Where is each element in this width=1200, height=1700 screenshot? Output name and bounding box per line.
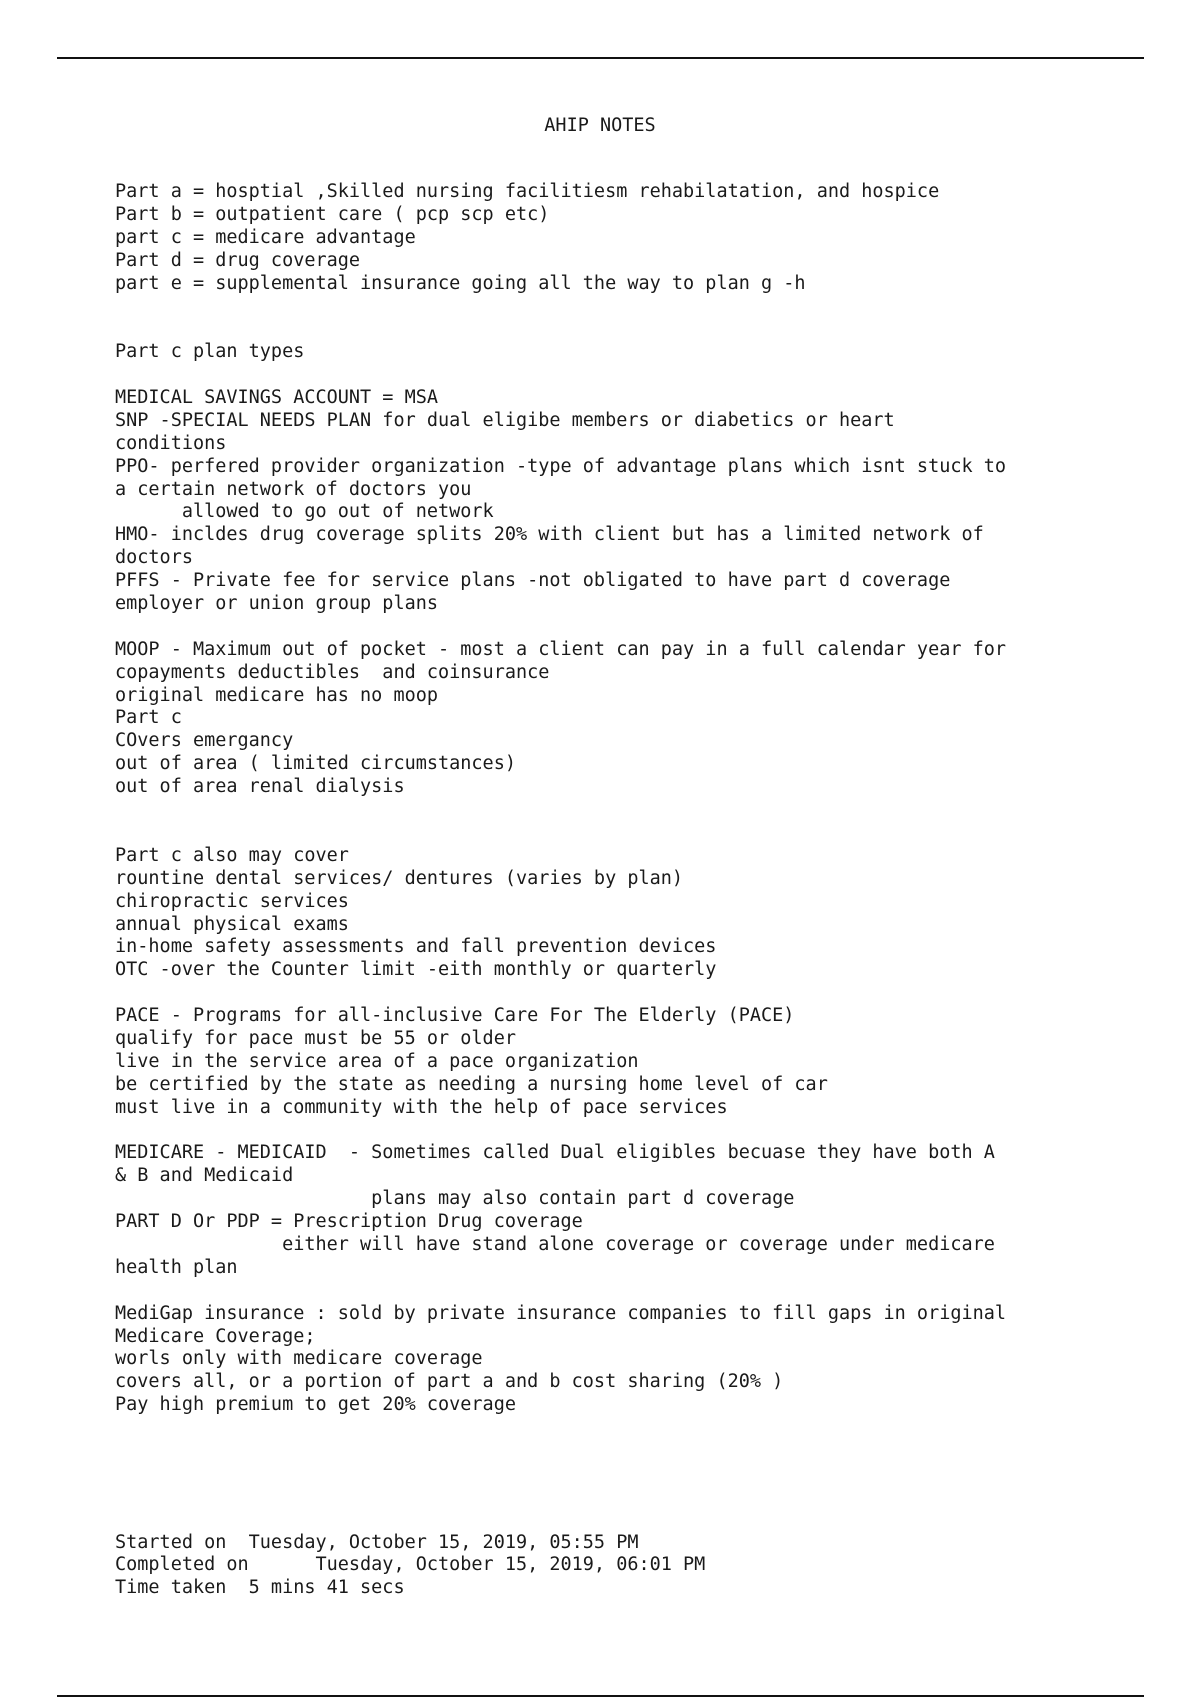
text-line: either will have stand alone coverage or coverage under medicare	[115, 1233, 995, 1255]
blank-line	[115, 982, 1115, 1005]
text-line: conditions	[115, 432, 227, 454]
text-line: Part c	[115, 707, 182, 729]
text-line: out of area renal dialysis	[115, 776, 405, 798]
text-line: covers all, or a portion of part a and b cost sharing (20% )	[115, 1371, 784, 1393]
text-line: Pay high premium to get 20% coverage	[115, 1394, 516, 1416]
text-line: qualify for pace must be 55 or older	[115, 1027, 516, 1049]
text-line: Part d = drug coverage	[115, 249, 361, 271]
text-line: allowed to go out of network	[115, 501, 494, 523]
text-line: in-home safety assessments and fall prevention devices	[115, 936, 717, 958]
blank-line	[115, 364, 1115, 387]
text-line: SNP -SPECIAL NEEDS PLAN for dual eligibe members or diabetics or heart	[115, 409, 895, 431]
blank-line	[115, 1509, 1115, 1532]
top-rule	[57, 57, 1144, 59]
text-line: employer or union group plans	[115, 593, 439, 615]
text-line: worls only with medicare coverage	[115, 1348, 483, 1370]
text-line: original medicare has no moop	[115, 684, 439, 706]
text-line: PPO- perfered provider organization -type of advantage plans which isnt stuck to	[115, 455, 1007, 477]
blank-line	[115, 799, 1115, 822]
text-line: Completed on Tuesday, October 15, 2019, 06:01 PM	[115, 1554, 706, 1576]
text-line: doctors	[115, 547, 193, 569]
blank-line	[115, 1280, 1115, 1303]
text-line: Part b = outpatient care ( pcp scp etc)	[115, 203, 550, 225]
blank-line	[115, 1417, 1115, 1440]
text-line: health plan	[115, 1256, 238, 1278]
blank-line	[115, 1463, 1115, 1486]
text-line: chiropractic services	[115, 890, 349, 912]
bottom-rule	[57, 1695, 1144, 1697]
text-line: PACE - Programs for all-inclusive Care For The Elderly (PACE)	[115, 1005, 795, 1027]
text-line: plans may also contain part d coverage	[115, 1188, 795, 1210]
text-line: part c = medicare advantage	[115, 226, 416, 248]
text-line: copayments deductibles and coinsurance	[115, 661, 550, 683]
blank-line	[115, 295, 1115, 318]
blank-line	[115, 1440, 1115, 1463]
text-line: MediGap insurance : sold by private insurance companies to fill gaps in original	[115, 1302, 1007, 1324]
text-line: Started on Tuesday, October 15, 2019, 05:55 PM	[115, 1531, 639, 1553]
text-line: Part a = hosptial ,Skilled nursing facilitiesm rehabilatation, and hospice	[115, 181, 940, 202]
text-line: must live in a community with the help of pace services	[115, 1096, 728, 1118]
text-line: annual physical exams	[115, 913, 349, 935]
blank-line	[115, 1486, 1115, 1509]
text-line: be certified by the state as needing a nursing home level of car	[115, 1073, 828, 1095]
text-line: part e = supplemental insurance going all the way to plan g -h	[115, 272, 806, 294]
document-body	[115, 181, 1115, 1600]
text-line: PART D Or PDP = Prescription Drug coverage	[115, 1211, 583, 1233]
text-line: rountine dental services/ dentures (varies by plan)	[115, 867, 684, 889]
text-line: a certain network of doctors you	[115, 478, 472, 500]
text-line: & B and Medicaid	[115, 1165, 294, 1187]
text-line: Time taken 5 mins 41 secs	[115, 1577, 405, 1599]
document-title: AHIP NOTES	[544, 115, 656, 136]
text-line: MEDICARE - MEDICAID - Sometimes called Dual eligibles becuase they have both A	[115, 1142, 995, 1164]
text-line: OTC -over the Counter limit -eith monthly or quarterly	[115, 959, 717, 981]
text-line: COvers emergancy	[115, 730, 294, 752]
text-line: MOOP - Maximum out of pocket - most a client can pay in a full calendar year for	[115, 638, 1007, 660]
text-line: live in the service area of a pace organization	[115, 1050, 639, 1072]
text-line: Part c also may cover	[115, 844, 349, 866]
blank-line	[115, 318, 1115, 341]
text-line: out of area ( limited circumstances)	[115, 753, 516, 775]
text-line: PFFS - Private fee for service plans -not obligated to have part d coverage	[115, 570, 951, 592]
text-line: Part c plan types	[115, 341, 305, 363]
blank-line	[115, 1120, 1115, 1143]
text-line: HMO- incldes drug coverage splits 20% with client but has a limited network of	[115, 524, 984, 546]
blank-line	[115, 616, 1115, 639]
text-line: MEDICAL SAVINGS ACCOUNT = MSA	[115, 387, 439, 409]
text-line: Medicare Coverage;	[115, 1325, 316, 1347]
blank-line	[115, 822, 1115, 845]
